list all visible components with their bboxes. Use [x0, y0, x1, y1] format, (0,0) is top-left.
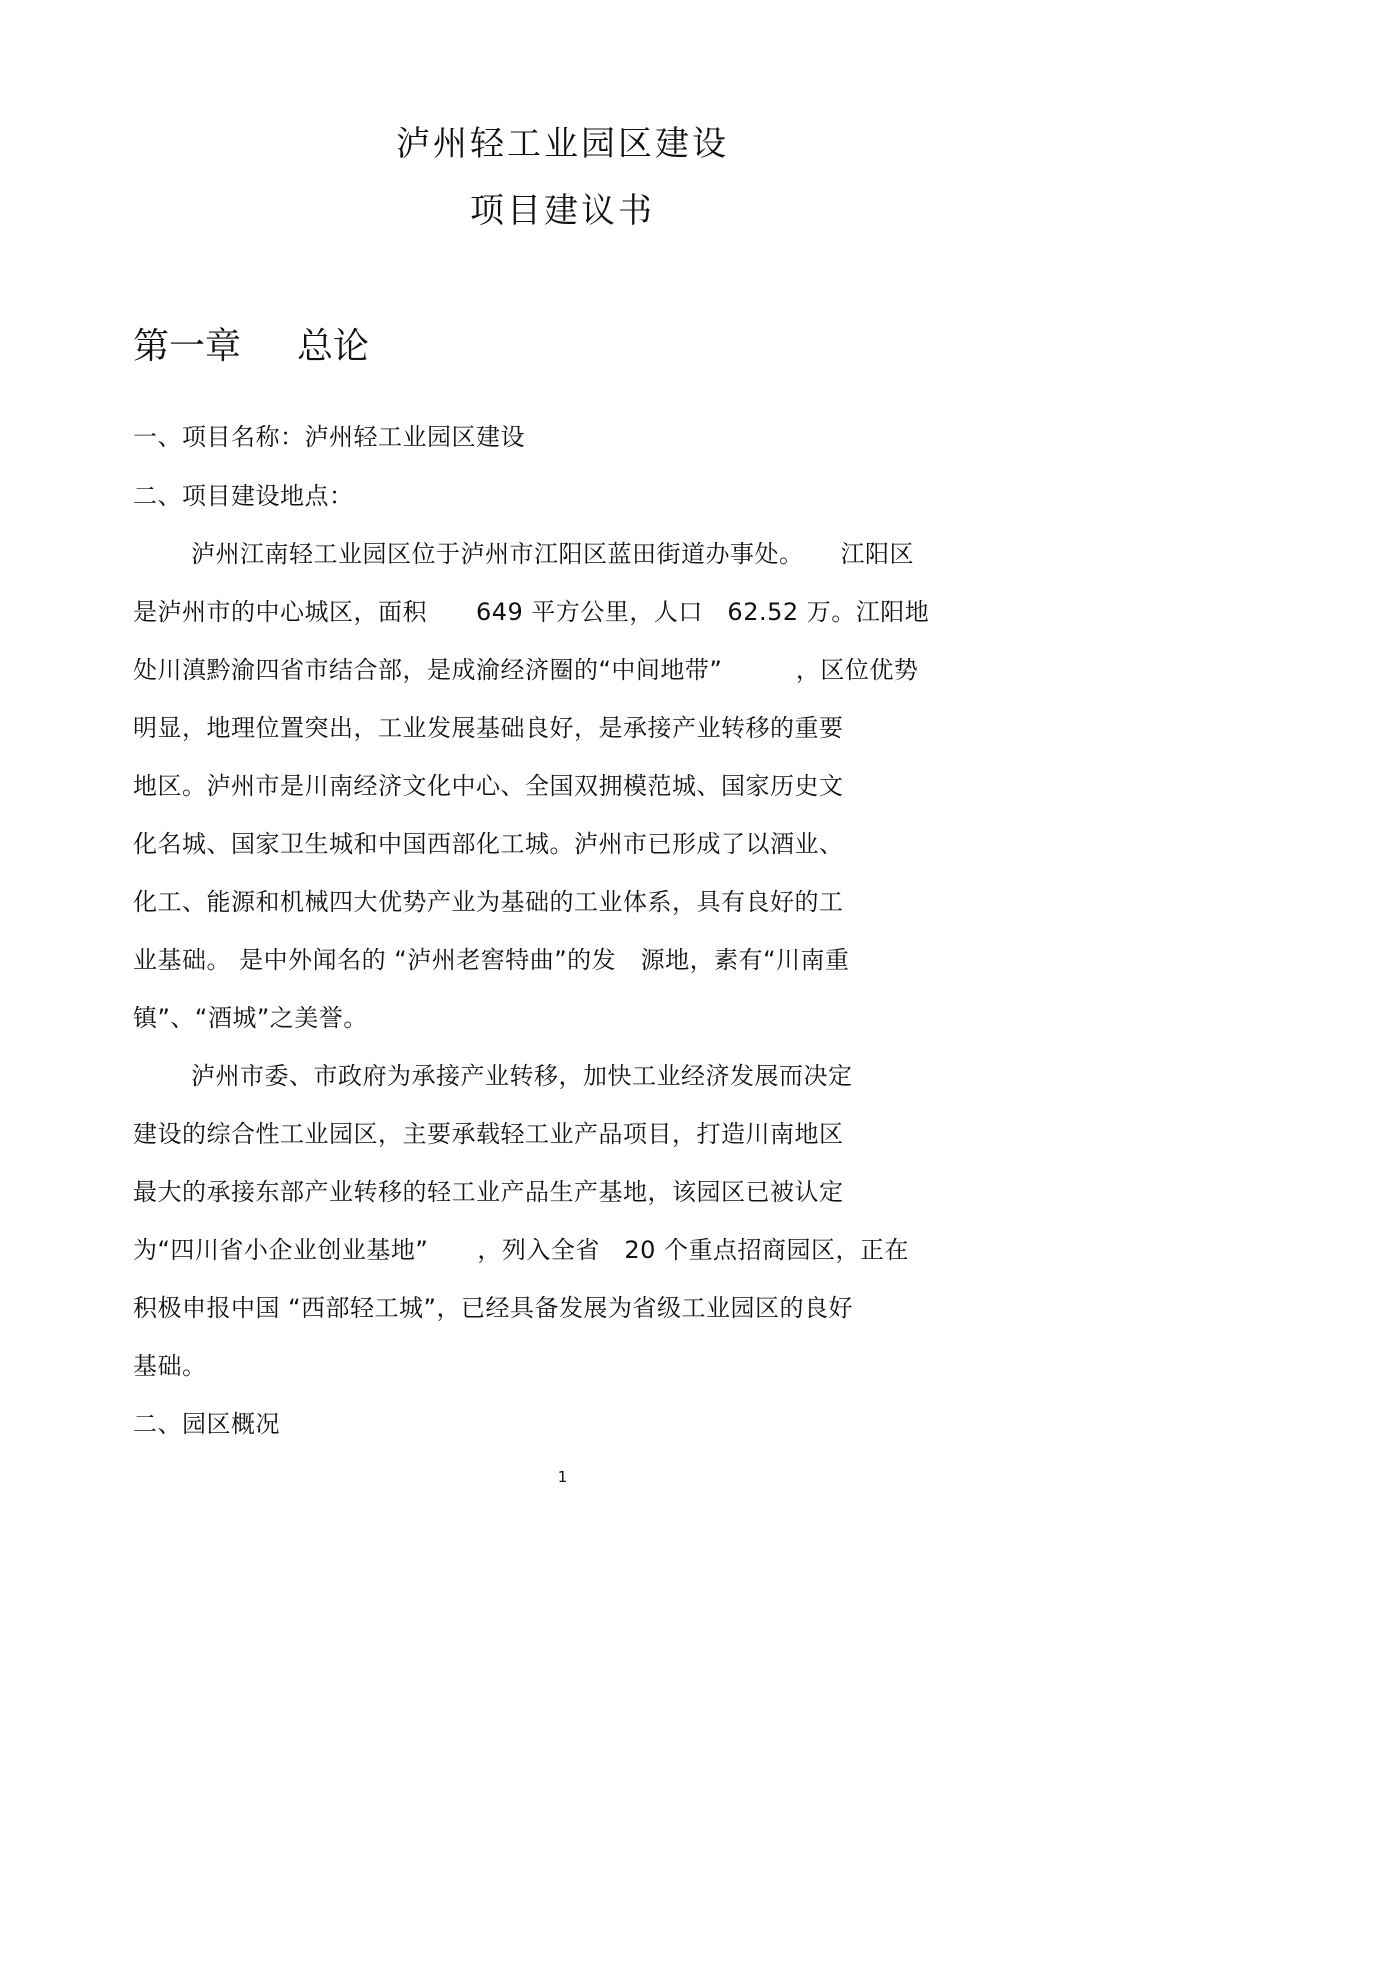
paragraph-line: 积极申报中国 “西部轻工城”，已经具备发展为省级工业园区的良好	[133, 1294, 853, 1322]
paragraph-line: 化工、能源和机械四大优势产业为基础的工业体系，具有良好的工	[133, 888, 844, 916]
paragraph-line: 为“四川省小企业创业基地” ，列入全省 20 个重点招商园区，正在	[133, 1236, 910, 1264]
section-heading-park-overview: 二、园区概况	[133, 1410, 280, 1438]
chapter-heading	[133, 318, 369, 369]
document-subtitle: 项目建议书	[470, 191, 655, 231]
paragraph-line: 最大的承接东部产业转移的轻工业产品生产基地，该园区已被认定	[133, 1178, 844, 1206]
paragraph-line: 明显，地理位置突出，工业发展基础良好，是承接产业转移的重要	[133, 714, 844, 742]
paragraph-line: 处川滇黔渝四省市结合部，是成渝经济圈的“中间地带” ，区位优势	[133, 656, 919, 684]
paragraph-line: 基础。	[133, 1352, 207, 1380]
chapter-name: 总论	[297, 326, 370, 367]
paragraph-line: 化名城、国家卫生城和中国西部化工城。泸州市已形成了以酒业、	[133, 830, 844, 858]
section-heading-project-name: 一、项目名称：泸州轻工业园区建设	[133, 423, 525, 451]
paragraph-line: 建设的综合性工业园区，主要承载轻工业产品项目，打造川南地区	[133, 1120, 844, 1148]
paragraph-line: 是泸州市的中心城区，面积 649 平方公里，人口 62.52 万。江阳地	[133, 598, 930, 626]
paragraph-line: 地区。泸州市是川南经济文化中心、全国双拥模范城、国家历史文	[133, 772, 844, 800]
page-number: 1	[557, 1468, 568, 1486]
paragraph-line: 镇”、“酒城”之美誉。	[133, 1004, 368, 1032]
paragraph-line: 泸州江南轻工业园区位于泸州市江阳区蓝田街道办事处。 江阳区	[191, 540, 914, 568]
paragraph-line: 泸州市委、市政府为承接产业转移，加快工业经济发展而决定	[191, 1062, 853, 1090]
chapter-number: 第一章	[133, 326, 242, 367]
paragraph-line: 业基础。 是中外闻名的 “泸州老窖特曲”的发 源地，素有“川南重	[133, 946, 850, 974]
section-heading-project-location: 二、项目建设地点：	[133, 482, 354, 510]
document-title: 泸州轻工业园区建设	[396, 124, 729, 164]
